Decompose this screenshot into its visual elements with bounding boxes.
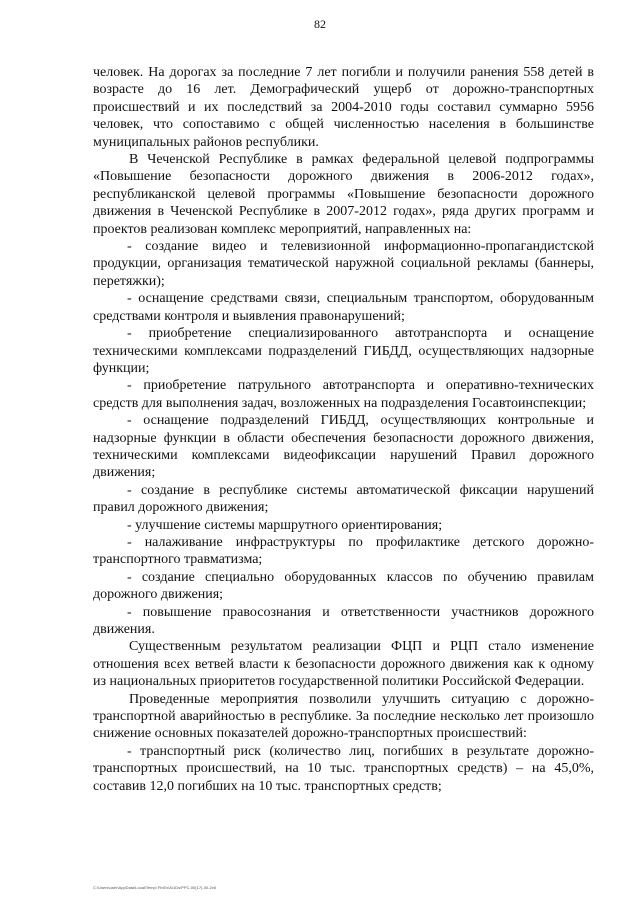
- body-text: [93, 64, 594, 795]
- list-item: - улучшение системы маршрутного ориентирования;: [127, 517, 443, 533]
- list-item: - создание видео и телевизионной информационно-пропагандистской продукции, организация тематической наружной социальной рекламы (баннеры, перетяжки);: [93, 239, 594, 289]
- list-item: - транспортный риск (количество лиц, погибших в результате дорожно-транспортных происшествий, на 10 тыс. транспортных средств) – на 45,0%, составив 12,0 погибших на 10 тыс. транспортных средств;: [93, 743, 594, 794]
- paragraph-program-overview: В Чеченской Республике в рамках федеральной целевой подпрограммы «Повышение безопасности дорожного движения в 2006-2012 годах», республиканской целевой программы «Повышение безопасности дорожного движения в Чеченской Республике в 2007-2012 годах», ряда других программ и проектов реализован комплекс мероприятий, направленных на:: [93, 152, 594, 237]
- list-item: - создание специально оборудованных классов по обучению правилам дорожного движения;: [93, 569, 594, 603]
- paragraph-improvement: Проведенные мероприятия позволили улучшить ситуацию с дорожно-транспортной аварийностью в республике. За последние несколько лет произошло снижение основных показателей дорожно-транспортных происшествий:: [93, 691, 594, 742]
- list-item: - налаживание инфраструктуры по профилактике детского дорожно-транспортного травматизма;: [93, 534, 594, 568]
- list-item: - приобретение патрульного автотранспорта и оперативно-технических средств для выполнения задач, возложенных на подразделения Госавтоинспекции;: [93, 378, 594, 411]
- page-number: 82: [314, 17, 326, 31]
- list-item: - оснащение подразделений ГИБДД, осуществляющих контрольные и надзорные функции в области обеспечения безопасности дорожного движения, техническими комплексами видеофиксации нарушений Правил дорожного движения;: [93, 413, 594, 481]
- list-item: - оснащение средствами связи, специальным транспортом, оборудованным средствами контроля и выявления правонарушений;: [93, 291, 594, 324]
- paragraph-results: Существенным результатом реализации ФЦП и РЦП стало изменение отношения всех ветвей власти к безопасности дорожного движения как к одному из национальных приоритетов государственной политики Российской Федерации.: [93, 639, 594, 690]
- list-item: - повышение правосознания и ответственности участников дорожного движения.: [93, 604, 594, 637]
- list-item: - создание в республике системы автоматической фиксации нарушений правил дорожного движения;: [93, 482, 594, 516]
- list-item: - приобретение специализированного автотранспорта и оснащение техническими комплексами подразделений ГИБДД, осуществляющих надзорные функции;: [93, 326, 594, 376]
- footer-file-path: С:\Users\user\AppData\Local\Temp\ FinEx\A\1Ds\PPC-00(17)-00-2x6: [93, 885, 216, 890]
- paragraph-continuation: человек. На дорогах за последние 7 лет погибли и получили ранения 558 детей в возрасте до 16 лет. Демографический ущерб от дорожно-транспортных происшествий и их последствий за 2004-2010 годы составил суммарно 5956 человек, что сопоставимо с общей численностью населения в большинстве муниципальных районов республики.: [93, 65, 594, 150]
